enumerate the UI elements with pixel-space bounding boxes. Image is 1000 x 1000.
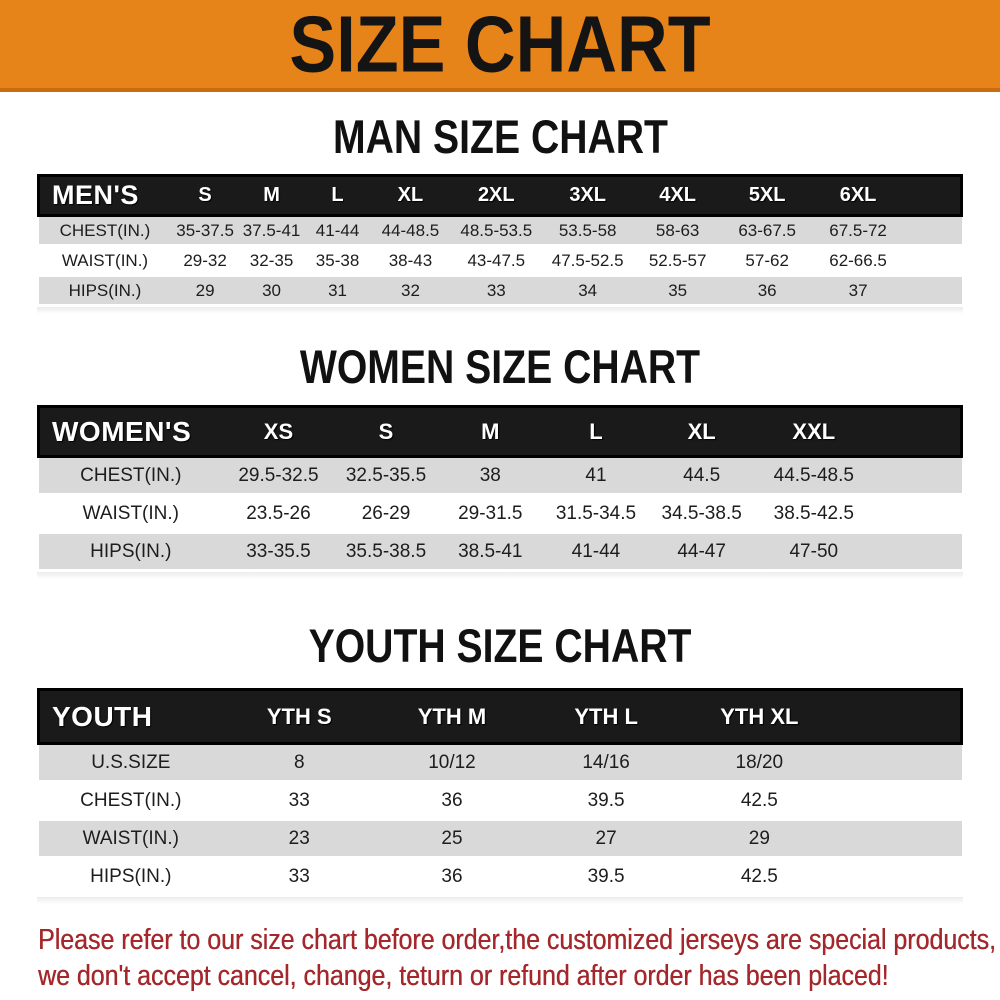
order-notice (38, 922, 1000, 994)
table-header-row (39, 690, 962, 744)
size-value-cell: 32 (400, 280, 420, 300)
size-column-header: 2XL (477, 184, 515, 206)
filler-cell (835, 782, 962, 820)
size-column-header: XS (263, 418, 294, 444)
size-value-cell: 44-48.5 (381, 220, 440, 240)
filler-cell (874, 407, 962, 457)
size-column-header: YTH S (266, 703, 332, 729)
size-column-header: XL (397, 184, 424, 206)
size-value-cell: 32-35 (249, 250, 294, 270)
size-value-cell: 47-50 (789, 540, 839, 562)
size-value-cell: 23 (288, 827, 310, 849)
filler-cell (904, 246, 961, 276)
filler-cell (874, 533, 962, 571)
row-label: HIPS(IN.) (90, 540, 172, 562)
size-column-header: XL (687, 418, 716, 444)
size-column-header: L (331, 184, 344, 206)
notice-line-1: Please refer to our size chart before order,the customized jerseys are special products, (38, 924, 996, 956)
size-value-cell: 41-44 (315, 220, 360, 240)
size-value-cell: 44.5 (683, 464, 721, 486)
size-value-cell: 38-43 (388, 250, 433, 270)
size-value-cell: 32.5-35.5 (345, 464, 427, 486)
size-value-cell: 29.5-32.5 (238, 464, 319, 486)
size-value-cell: 29-32 (183, 250, 227, 270)
size-value-cell: 52.5-57 (648, 250, 707, 270)
size-value-cell: 34 (578, 280, 598, 300)
table-header-row (39, 176, 962, 216)
youth-section (0, 579, 1000, 688)
size-value-cell: 30 (262, 280, 281, 300)
women-size-table-wrap (37, 405, 963, 572)
size-value-cell: 8 (293, 751, 305, 773)
size-value-cell: 26-29 (361, 502, 411, 524)
table-shadow (37, 572, 963, 579)
size-value-cell: 43-47.5 (467, 250, 526, 270)
table-group-label: MEN'S (52, 180, 139, 210)
size-value-cell: 39.5 (587, 789, 625, 811)
filler-cell (835, 690, 962, 744)
size-value-cell: 33 (288, 789, 310, 811)
youth-size-chart-heading: YOUTH SIZE CHART (308, 618, 692, 673)
table-row (39, 533, 962, 571)
size-value-cell: 14/16 (582, 751, 630, 773)
filler-cell (835, 744, 962, 782)
size-value-cell: 35-37.5 (176, 220, 234, 240)
size-value-cell: 31 (328, 280, 347, 300)
table-row (39, 276, 962, 306)
size-column-header: 4XL (659, 184, 696, 206)
size-value-cell: 67.5-72 (829, 220, 887, 240)
size-column-header: YTH M (417, 703, 487, 729)
size-value-cell: 53.5-58 (558, 220, 617, 240)
filler-cell (835, 820, 962, 858)
filler-cell (904, 216, 961, 246)
size-column-header: S (378, 418, 394, 444)
filler-cell (835, 858, 962, 896)
filler-cell (874, 495, 962, 533)
size-value-cell: 33 (486, 280, 506, 300)
size-value-cell: 36 (757, 280, 777, 300)
table-row (39, 858, 962, 896)
size-value-cell: 41 (585, 464, 607, 486)
size-value-cell: 35.5-38.5 (345, 540, 427, 562)
size-column-header: 6XL (839, 184, 877, 206)
filler-cell (904, 176, 961, 216)
size-value-cell: 31.5-34.5 (555, 502, 637, 524)
size-value-cell: 23.5-26 (246, 502, 311, 524)
row-label: HIPS(IN.) (68, 280, 142, 300)
size-value-cell: 33-35.5 (246, 540, 311, 562)
size-value-cell: 27 (595, 827, 617, 849)
size-value-cell: 35 (668, 280, 688, 300)
size-value-cell: 58-63 (655, 220, 700, 240)
size-value-cell: 29-31.5 (458, 502, 523, 524)
notice-line-2: we don't accept cancel, change, teturn or refund after order has been placed! (38, 960, 889, 992)
row-label: HIPS(IN.) (90, 865, 172, 887)
women-size-chart-heading: WOMEN SIZE CHART (299, 339, 701, 394)
size-value-cell: 35-38 (315, 250, 360, 270)
size-column-header: M (263, 184, 280, 206)
size-value-cell: 63-67.5 (738, 220, 796, 240)
size-value-cell: 37 (848, 280, 868, 300)
youth-size-table-wrap (37, 688, 963, 897)
size-value-cell: 41-44 (571, 540, 621, 562)
size-value-cell: 36 (441, 865, 463, 887)
row-label: CHEST(IN.) (80, 464, 182, 486)
filler-cell (904, 276, 961, 306)
size-value-cell: 10/12 (428, 751, 476, 773)
size-value-cell: 29 (748, 827, 770, 849)
table-header-row (39, 407, 962, 457)
row-label: CHEST(IN.) (80, 789, 182, 811)
size-column-header: S (198, 184, 212, 206)
women-section (0, 314, 1000, 405)
size-value-cell: 38.5-41 (458, 540, 523, 562)
table-row (39, 744, 962, 782)
man-size-table-wrap (37, 174, 963, 307)
row-label: U.S.SIZE (91, 751, 171, 773)
table-shadow (37, 897, 963, 904)
size-value-cell: 18/20 (735, 751, 784, 773)
table-row (39, 495, 962, 533)
size-column-header: YTH XL (720, 703, 799, 729)
size-column-header: 5XL (748, 184, 786, 206)
table-row (39, 216, 962, 246)
table-row (39, 782, 962, 820)
size-value-cell: 33 (288, 865, 310, 887)
size-value-cell: 25 (441, 827, 463, 849)
banner (0, 0, 1000, 92)
size-value-cell: 34.5-38.5 (661, 502, 742, 524)
size-value-cell: 38 (479, 464, 501, 486)
size-value-cell: 44-47 (677, 540, 726, 562)
man-section (0, 92, 1000, 174)
row-label: CHEST(IN.) (59, 220, 151, 240)
size-column-header: L (589, 418, 603, 444)
size-value-cell: 36 (441, 789, 463, 811)
size-value-cell: 62-66.5 (829, 250, 887, 270)
women-size-table (37, 405, 963, 572)
table-row (39, 457, 962, 495)
table-shadow (37, 307, 963, 314)
size-column-header: YTH L (574, 703, 638, 729)
row-label: WAIST(IN.) (82, 827, 179, 849)
size-column-header: XXL (792, 418, 836, 444)
size-column-header: M (481, 418, 500, 444)
row-label: WAIST(IN.) (82, 502, 179, 524)
size-value-cell: 42.5 (740, 789, 778, 811)
row-label: WAIST(IN.) (61, 250, 149, 270)
table-group-label: YOUTH (52, 700, 153, 732)
size-value-cell: 47.5-52.5 (551, 250, 624, 270)
size-value-cell: 38.5-42.5 (773, 502, 854, 524)
size-value-cell: 39.5 (587, 865, 625, 887)
man-size-table (37, 174, 963, 307)
size-value-cell: 48.5-53.5 (460, 220, 533, 240)
size-value-cell: 37.5-41 (242, 220, 301, 240)
table-row (39, 820, 962, 858)
banner-title: SIZE CHART (289, 0, 711, 89)
youth-size-table (37, 688, 963, 897)
size-value-cell: 42.5 (740, 865, 778, 887)
size-value-cell: 57-62 (745, 250, 789, 270)
size-value-cell: 29 (195, 280, 215, 300)
table-row (39, 246, 962, 276)
table-group-label: WOMEN'S (52, 415, 192, 447)
man-size-chart-heading: MAN SIZE CHART (332, 109, 668, 164)
filler-cell (874, 457, 962, 495)
size-column-header: 3XL (569, 184, 606, 206)
size-value-cell: 44.5-48.5 (773, 464, 854, 486)
